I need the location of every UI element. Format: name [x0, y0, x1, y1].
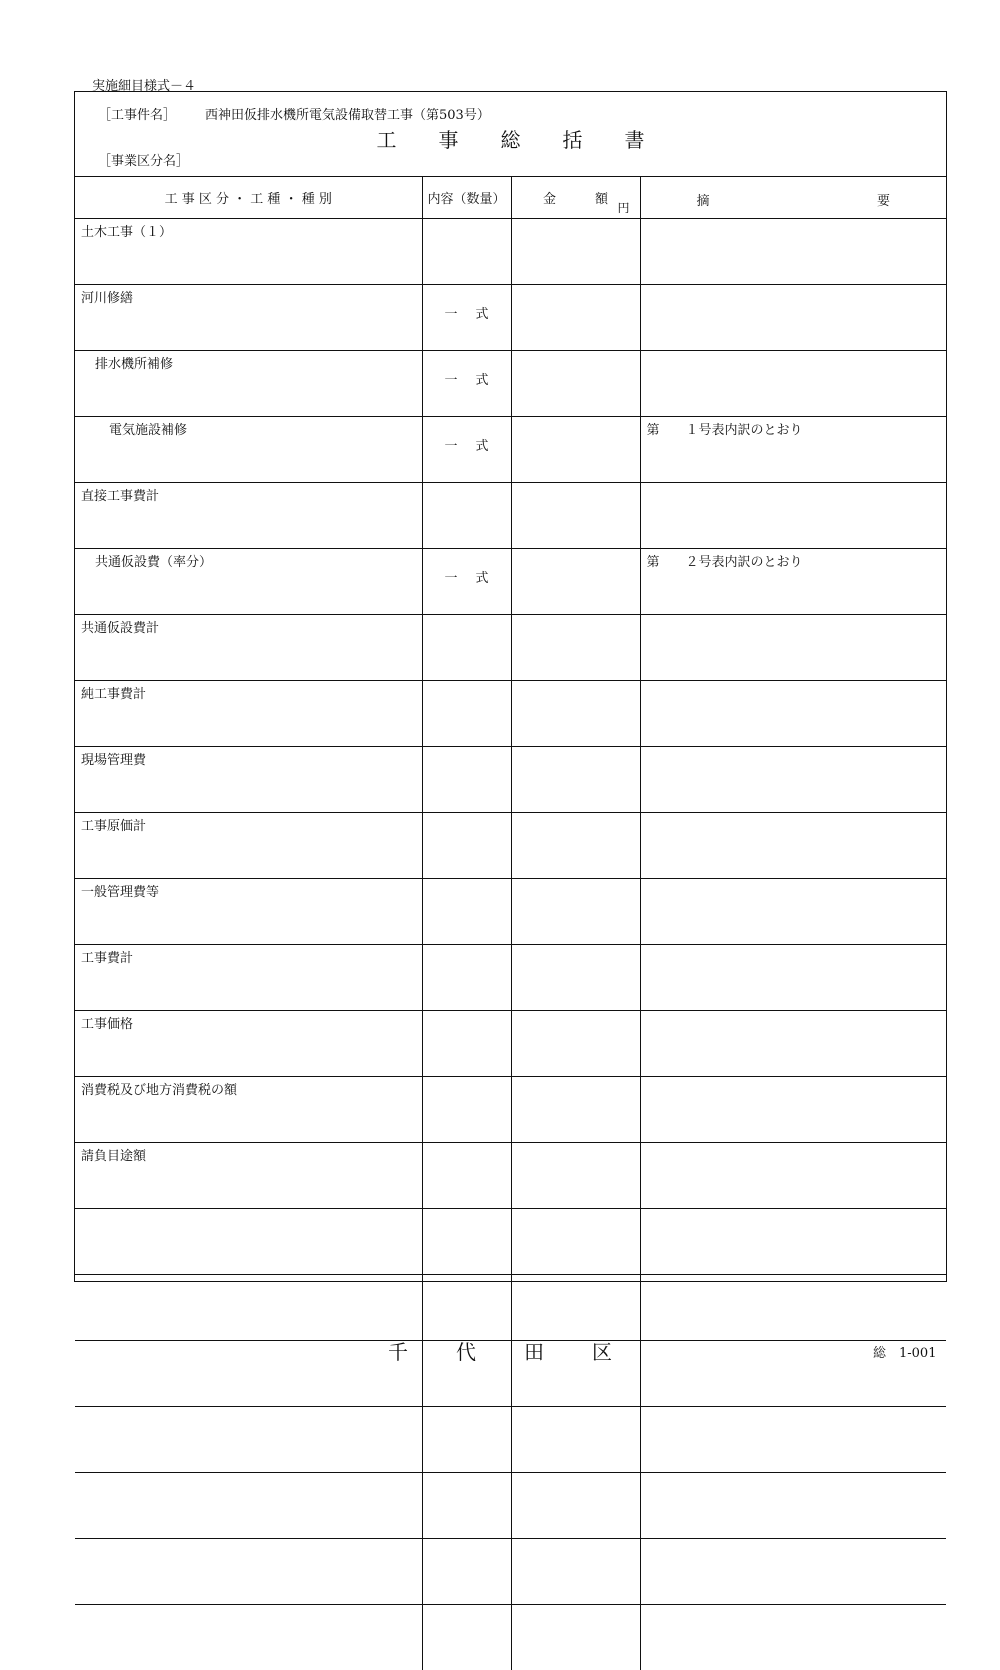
row-category: 一般管理費等	[75, 879, 422, 945]
table-row	[75, 747, 946, 813]
table-row	[75, 483, 946, 549]
yen-unit-label: 円	[617, 199, 629, 216]
row-remarks	[640, 1077, 946, 1143]
row-quantity	[422, 1077, 511, 1143]
row-remarks	[640, 747, 946, 813]
row-quantity	[422, 1605, 511, 1670]
row-remarks: 第 ２号表内訳のとおり	[640, 549, 946, 615]
row-quantity: 一式	[422, 549, 511, 615]
table-row	[75, 945, 946, 1011]
row-amount	[511, 1209, 640, 1275]
table-row	[75, 219, 946, 285]
row-remarks	[640, 1473, 946, 1539]
row-remarks	[640, 945, 946, 1011]
row-remarks	[640, 879, 946, 945]
row-amount	[511, 945, 640, 1011]
column-header-quantity: 内容（数量）	[422, 177, 511, 219]
row-quantity: 一式	[422, 351, 511, 417]
row-amount	[511, 1605, 640, 1670]
row-remarks	[640, 1011, 946, 1077]
column-header-remarks	[640, 177, 946, 219]
row-remarks	[640, 285, 946, 351]
row-category	[75, 1407, 422, 1473]
table-row	[75, 681, 946, 747]
form-code: 実施細目様式－４	[92, 75, 196, 94]
row-remarks	[640, 1539, 946, 1605]
row-amount	[511, 351, 640, 417]
row-quantity	[422, 1407, 511, 1473]
row-remarks	[640, 615, 946, 681]
row-amount	[511, 219, 640, 285]
row-quantity	[422, 219, 511, 285]
row-remarks: 第 １号表内訳のとおり	[640, 417, 946, 483]
document-title: 工事総括書	[75, 124, 946, 153]
table-row	[75, 549, 946, 615]
row-category: 現場管理費	[75, 747, 422, 813]
row-remarks	[640, 1209, 946, 1275]
row-category: 土木工事（１）	[75, 219, 422, 285]
row-quantity	[422, 681, 511, 747]
row-category: 共通仮設費（率分）	[75, 549, 422, 615]
project-label: ［工事件名］	[98, 104, 176, 123]
row-amount	[511, 1275, 640, 1341]
row-category: 純工事費計	[75, 681, 422, 747]
table-body	[75, 219, 946, 1670]
row-amount	[511, 1407, 640, 1473]
row-remarks	[640, 813, 946, 879]
row-amount	[511, 1473, 640, 1539]
row-remarks	[640, 1605, 946, 1670]
amount-header-label: 金 額	[543, 192, 608, 207]
table-row	[75, 879, 946, 945]
row-amount	[511, 1077, 640, 1143]
row-amount	[511, 681, 640, 747]
row-amount	[511, 417, 640, 483]
row-category: 工事費計	[75, 945, 422, 1011]
summary-table	[75, 177, 946, 1670]
table-row	[75, 1605, 946, 1670]
row-remarks	[640, 681, 946, 747]
row-category: 消費税及び地方消費税の額	[75, 1077, 422, 1143]
row-quantity	[422, 1275, 511, 1341]
row-quantity	[422, 1473, 511, 1539]
summary-sheet	[74, 91, 947, 1282]
table-row	[75, 615, 946, 681]
row-amount	[511, 1539, 640, 1605]
row-quantity	[422, 945, 511, 1011]
row-category: 請負目途額	[75, 1143, 422, 1209]
table-row	[75, 1473, 946, 1539]
row-quantity	[422, 813, 511, 879]
table-row	[75, 1077, 946, 1143]
row-remarks	[640, 483, 946, 549]
row-category: 直接工事費計	[75, 483, 422, 549]
column-header-category: 工 事 区 分 ・ 工 種 ・ 種 別	[75, 177, 422, 219]
row-quantity	[422, 747, 511, 813]
table-row	[75, 285, 946, 351]
row-amount	[511, 813, 640, 879]
row-quantity: 一式	[422, 417, 511, 483]
row-quantity	[422, 1011, 511, 1077]
row-amount	[511, 1143, 640, 1209]
table-row	[75, 1209, 946, 1275]
row-category: 共通仮設費計	[75, 615, 422, 681]
row-category	[75, 1539, 422, 1605]
remarks-header-right: 要	[877, 190, 890, 209]
row-quantity	[422, 879, 511, 945]
row-amount	[511, 879, 640, 945]
row-category: 河川修繕	[75, 285, 422, 351]
row-amount	[511, 549, 640, 615]
page-id: 総 1-001	[873, 1342, 936, 1361]
row-quantity	[422, 1143, 511, 1209]
sheet-header	[75, 92, 946, 177]
footer-city: 千代田区	[0, 1336, 1000, 1365]
table-row	[75, 1011, 946, 1077]
row-category: 工事原価計	[75, 813, 422, 879]
row-amount	[511, 1011, 640, 1077]
row-quantity: 一式	[422, 285, 511, 351]
row-remarks	[640, 351, 946, 417]
row-amount	[511, 483, 640, 549]
row-category	[75, 1209, 422, 1275]
row-remarks	[640, 1143, 946, 1209]
row-quantity	[422, 1539, 511, 1605]
row-category	[75, 1275, 422, 1341]
remarks-header-left: 摘	[697, 190, 710, 209]
table-row	[75, 813, 946, 879]
table-row	[75, 1407, 946, 1473]
row-remarks	[640, 1275, 946, 1341]
column-header-amount	[511, 177, 640, 219]
row-remarks	[640, 1407, 946, 1473]
table-row	[75, 1539, 946, 1605]
row-amount	[511, 285, 640, 351]
table-row	[75, 1143, 946, 1209]
table-row	[75, 417, 946, 483]
row-category	[75, 1473, 422, 1539]
row-category	[75, 1605, 422, 1670]
row-quantity	[422, 615, 511, 681]
row-quantity	[422, 1209, 511, 1275]
row-quantity	[422, 483, 511, 549]
row-remarks	[640, 219, 946, 285]
row-category: 電気施設補修	[75, 417, 422, 483]
row-category: 工事価格	[75, 1011, 422, 1077]
row-amount	[511, 747, 640, 813]
table-row	[75, 351, 946, 417]
table-row	[75, 1275, 946, 1341]
division-label: ［事業区分名］	[98, 150, 189, 169]
row-category: 排水機所補修	[75, 351, 422, 417]
row-amount	[511, 615, 640, 681]
project-name: 西神田仮排水機所電気設備取替工事（第503号）	[205, 104, 490, 123]
